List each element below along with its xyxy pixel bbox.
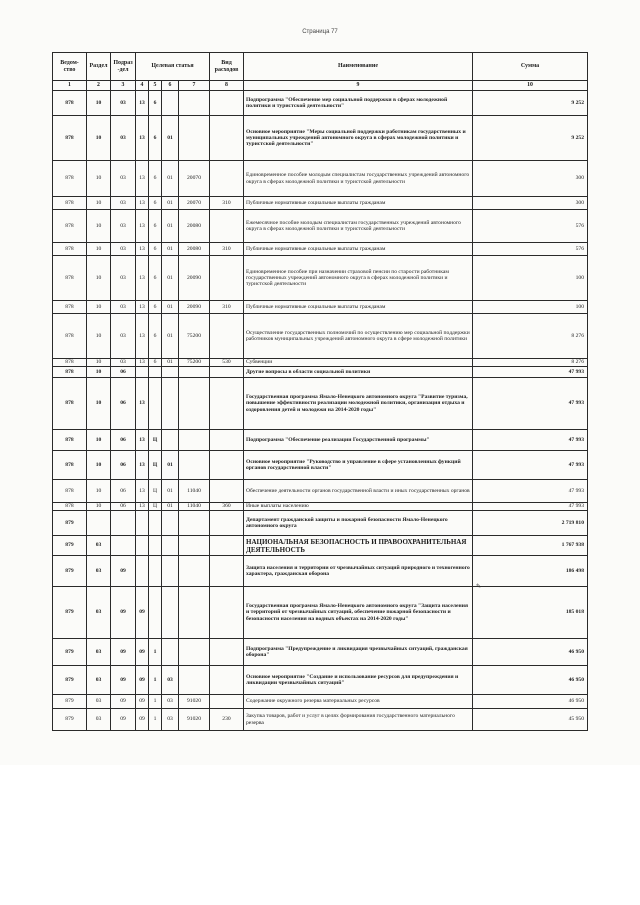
cell-podrazdel: 09 bbox=[111, 695, 136, 709]
cell-cs-event bbox=[162, 556, 179, 587]
cell-naimenovanie: Департамент гражданской защиты и пожарной безопасности Ямало-Ненецкого автономного округа bbox=[244, 511, 473, 536]
cell-naimenovanie: Единовременное пособие молодым специалистам государственных учреждений автономного округа в сферах молодежной политики и туристской деятельности bbox=[244, 161, 473, 197]
cell-cs-direction: 11040 bbox=[179, 503, 210, 511]
cell-razdel: 03 bbox=[87, 709, 111, 731]
cell-cs-direction: 91020 bbox=[179, 709, 210, 731]
cell-vid-rashodov: 310 bbox=[210, 243, 244, 256]
cell-summa: 46 950 bbox=[473, 639, 588, 666]
cell-podrazdel: 06 bbox=[111, 430, 136, 451]
cell-summa: 47 993 bbox=[473, 480, 588, 503]
header-summa: Сумма bbox=[473, 53, 588, 81]
cell-cs-program: 13 bbox=[136, 197, 149, 210]
cell-summa: 47 993 bbox=[473, 367, 588, 378]
cell-cs-event bbox=[162, 639, 179, 666]
cell-vedomstvo: 878 bbox=[53, 256, 87, 301]
cell-podrazdel: 03 bbox=[111, 116, 136, 161]
table-row bbox=[53, 666, 588, 695]
cell-cs-direction bbox=[179, 451, 210, 480]
cell-cs-program: 13 bbox=[136, 210, 149, 243]
table-row bbox=[53, 511, 588, 536]
cell-cs-event: 01 bbox=[162, 256, 179, 301]
cell-summa: 100 bbox=[473, 301, 588, 314]
cell-cs-subprogram: 1 bbox=[149, 695, 162, 709]
cell-naimenovanie: Подпрограмма "Предупреждение и ликвидация чрезвычайных ситуаций, гражданская оборона" bbox=[244, 639, 473, 666]
cell-cs-program: 09 bbox=[136, 695, 149, 709]
table-row bbox=[53, 301, 588, 314]
cell-podrazdel: 09 bbox=[111, 709, 136, 731]
cell-naimenovanie: Основное мероприятие "Руководство и управление в сфере установленных функций органов государственной власти" bbox=[244, 451, 473, 480]
header-naimenovanie: Наименование bbox=[244, 53, 473, 81]
header-vid-rashodov: Вид расходов bbox=[210, 53, 244, 81]
cell-summa: 46 950 bbox=[473, 695, 588, 709]
cell-podrazdel: 09 bbox=[111, 556, 136, 587]
cell-vid-rashodov bbox=[210, 210, 244, 243]
table-row bbox=[53, 480, 588, 503]
cell-cs-event: 03 bbox=[162, 709, 179, 731]
cell-razdel: 10 bbox=[87, 116, 111, 161]
cell-vedomstvo: 878 bbox=[53, 314, 87, 359]
cell-razdel: 10 bbox=[87, 197, 111, 210]
cell-cs-event bbox=[162, 91, 179, 116]
cell-cs-program: 13 bbox=[136, 480, 149, 503]
cell-vedomstvo: 878 bbox=[53, 378, 87, 430]
cell-naimenovanie: Иные выплаты населению bbox=[244, 503, 473, 511]
cell-vid-rashodov bbox=[210, 116, 244, 161]
cell-cs-program: 13 bbox=[136, 116, 149, 161]
cell-vedomstvo: 879 bbox=[53, 639, 87, 666]
cell-vedomstvo: 879 bbox=[53, 556, 87, 587]
cell-summa: 576 bbox=[473, 210, 588, 243]
cell-cs-event bbox=[162, 367, 179, 378]
cell-cs-program: 09 bbox=[136, 709, 149, 731]
cell-naimenovanie: Публичные нормативные социальные выплаты гражданам bbox=[244, 197, 473, 210]
cell-naimenovanie: Осуществление государственных полномочий по осуществлению мер социальной поддержки работников муниципальных учреждений автономного округа в сфере молодежной политики bbox=[244, 314, 473, 359]
col-number: 1 bbox=[53, 81, 87, 91]
cell-cs-subprogram: 6 bbox=[149, 314, 162, 359]
cell-podrazdel bbox=[111, 536, 136, 556]
cell-summa: 46 950 bbox=[473, 666, 588, 695]
cell-summa: 576 bbox=[473, 243, 588, 256]
cell-summa: 45 950 bbox=[473, 709, 588, 731]
cell-cs-direction bbox=[179, 116, 210, 161]
cell-podrazdel: 03 bbox=[111, 197, 136, 210]
cell-vid-rashodov bbox=[210, 367, 244, 378]
cell-cs-event: 01 bbox=[162, 301, 179, 314]
scan-mark: ✎ bbox=[476, 584, 482, 590]
cell-cs-direction: 20080 bbox=[179, 243, 210, 256]
cell-summa: 300 bbox=[473, 161, 588, 197]
cell-cs-program: 09 bbox=[136, 639, 149, 666]
cell-podrazdel bbox=[111, 511, 136, 536]
cell-podrazdel: 06 bbox=[111, 451, 136, 480]
cell-naimenovanie: Государственная программа Ямало-Ненецкого автономного округа "Развитие туризма, повышение эффективности реализации молодежной политики, организация отдыха и оздоровления детей и молодежи на 2014-2020 годы" bbox=[244, 378, 473, 430]
cell-podrazdel: 03 bbox=[111, 256, 136, 301]
table-row bbox=[53, 197, 588, 210]
cell-cs-subprogram: 1 bbox=[149, 709, 162, 731]
cell-razdel: 10 bbox=[87, 378, 111, 430]
cell-cs-subprogram bbox=[149, 587, 162, 639]
cell-summa: 9 252 bbox=[473, 91, 588, 116]
cell-vid-rashodov bbox=[210, 314, 244, 359]
cell-cs-program: 09 bbox=[136, 666, 149, 695]
cell-summa: 8 276 bbox=[473, 359, 588, 367]
cell-vedomstvo: 878 bbox=[53, 430, 87, 451]
cell-podrazdel: 09 bbox=[111, 666, 136, 695]
cell-naimenovanie: Защита населения и территории от чрезвычайных ситуаций природного и техногенного характера, гражданская оборона bbox=[244, 556, 473, 587]
cell-vid-rashodov bbox=[210, 536, 244, 556]
cell-podrazdel: 06 bbox=[111, 378, 136, 430]
cell-cs-direction: 20070 bbox=[179, 161, 210, 197]
cell-cs-direction bbox=[179, 639, 210, 666]
cell-cs-event: 01 bbox=[162, 116, 179, 161]
cell-razdel: 03 bbox=[87, 536, 111, 556]
cell-cs-event bbox=[162, 378, 179, 430]
cell-cs-subprogram: 6 bbox=[149, 256, 162, 301]
table-row bbox=[53, 243, 588, 256]
cell-cs-subprogram: 6 bbox=[149, 116, 162, 161]
cell-razdel: 10 bbox=[87, 451, 111, 480]
cell-vid-rashodov: 310 bbox=[210, 301, 244, 314]
cell-razdel: 03 bbox=[87, 587, 111, 639]
cell-cs-event: 01 bbox=[162, 480, 179, 503]
cell-summa: 9 252 bbox=[473, 116, 588, 161]
cell-naimenovanie: Подпрограмма "Обеспечение мер социальной поддержки в сферах молодежной политики и туристской деятельности" bbox=[244, 91, 473, 116]
cell-vid-rashodov bbox=[210, 666, 244, 695]
cell-naimenovanie: Единовременное пособие при назначении страховой пенсии по старости работникам государственных учреждений автономного округа в сферах молодежной политики и туристской деятельности bbox=[244, 256, 473, 301]
cell-razdel: 03 bbox=[87, 639, 111, 666]
cell-razdel: 10 bbox=[87, 430, 111, 451]
cell-cs-direction bbox=[179, 430, 210, 451]
cell-vedomstvo: 878 bbox=[53, 91, 87, 116]
cell-cs-direction bbox=[179, 511, 210, 536]
cell-razdel: 03 bbox=[87, 695, 111, 709]
table-row bbox=[53, 367, 588, 378]
cell-vid-rashodov bbox=[210, 480, 244, 503]
col-number: 5 bbox=[149, 81, 162, 91]
cell-vedomstvo: 878 bbox=[53, 301, 87, 314]
cell-cs-event: 03 bbox=[162, 695, 179, 709]
cell-cs-event: 01 bbox=[162, 197, 179, 210]
cell-vedomstvo: 879 bbox=[53, 536, 87, 556]
header-razdel: Раздел bbox=[87, 53, 111, 81]
cell-vid-rashodov bbox=[210, 451, 244, 480]
cell-podrazdel: 03 bbox=[111, 161, 136, 197]
cell-vid-rashodov: 230 bbox=[210, 709, 244, 731]
cell-vid-rashodov bbox=[210, 378, 244, 430]
cell-vedomstvo: 878 bbox=[53, 503, 87, 511]
cell-cs-subprogram: 6 bbox=[149, 197, 162, 210]
cell-cs-program: 13 bbox=[136, 91, 149, 116]
cell-vid-rashodov: 530 bbox=[210, 359, 244, 367]
table-row bbox=[53, 359, 588, 367]
table-row bbox=[53, 378, 588, 430]
cell-cs-event: 03 bbox=[162, 666, 179, 695]
cell-vid-rashodov bbox=[210, 556, 244, 587]
header-vedomstvo: Ведом-ство bbox=[53, 53, 87, 81]
cell-vid-rashodov bbox=[210, 161, 244, 197]
cell-cs-event: 01 bbox=[162, 161, 179, 197]
table-row bbox=[53, 536, 588, 556]
col-number: 6 bbox=[162, 81, 179, 91]
cell-cs-event: 01 bbox=[162, 503, 179, 511]
cell-summa: 8 276 bbox=[473, 314, 588, 359]
cell-cs-program: 13 bbox=[136, 161, 149, 197]
table-row bbox=[53, 210, 588, 243]
cell-naimenovanie: Ежемесячное пособие молодым специалистам государственных учреждений автономного округа в сферах молодежной политики и туристской деятельности bbox=[244, 210, 473, 243]
cell-cs-subprogram: 6 bbox=[149, 210, 162, 243]
cell-cs-direction bbox=[179, 536, 210, 556]
cell-cs-subprogram: Ц bbox=[149, 451, 162, 480]
col-number: 2 bbox=[87, 81, 111, 91]
cell-cs-event bbox=[162, 511, 179, 536]
cell-naimenovanie: Основное мероприятие "Меры социальной поддержки работникам государственных и муниципальных учреждений автономного округа в сферах молодежной политики и туристской деятельности" bbox=[244, 116, 473, 161]
cell-cs-program bbox=[136, 536, 149, 556]
cell-cs-direction: 75200 bbox=[179, 359, 210, 367]
table-row bbox=[53, 503, 588, 511]
cell-naimenovanie: Подпрограмма "Обеспечение реализации Государственной программы" bbox=[244, 430, 473, 451]
cell-vid-rashodov bbox=[210, 91, 244, 116]
cell-cs-subprogram bbox=[149, 378, 162, 430]
cell-cs-event: 01 bbox=[162, 243, 179, 256]
cell-cs-event: 01 bbox=[162, 210, 179, 243]
cell-vid-rashodov bbox=[210, 695, 244, 709]
cell-cs-program bbox=[136, 511, 149, 536]
cell-podrazdel: 06 bbox=[111, 503, 136, 511]
cell-cs-program bbox=[136, 367, 149, 378]
cell-naimenovanie: Обеспечение деятельности органов государственной власти и иных государственных органов bbox=[244, 480, 473, 503]
cell-cs-direction bbox=[179, 587, 210, 639]
cell-cs-program: 13 bbox=[136, 430, 149, 451]
page-bottom-margin bbox=[0, 765, 640, 905]
cell-vedomstvo: 879 bbox=[53, 511, 87, 536]
col-number: 10 bbox=[473, 81, 588, 91]
cell-summa: 300 bbox=[473, 197, 588, 210]
cell-podrazdel: 06 bbox=[111, 367, 136, 378]
cell-cs-program: 09 bbox=[136, 587, 149, 639]
cell-podrazdel: 09 bbox=[111, 587, 136, 639]
header-row bbox=[53, 53, 588, 81]
cell-cs-direction: 91020 bbox=[179, 695, 210, 709]
cell-cs-program: 13 bbox=[136, 256, 149, 301]
cell-naimenovanie: НАЦИОНАЛЬНАЯ БЕЗОПАСНОСТЬ И ПРАВООХРАНИТЕЛЬНАЯ ДЕЯТЕЛЬНОСТЬ bbox=[244, 536, 473, 556]
cell-cs-subprogram bbox=[149, 511, 162, 536]
cell-cs-program: 13 bbox=[136, 359, 149, 367]
cell-podrazdel: 09 bbox=[111, 639, 136, 666]
cell-podrazdel: 03 bbox=[111, 314, 136, 359]
cell-vedomstvo: 879 bbox=[53, 666, 87, 695]
cell-cs-subprogram: Ц bbox=[149, 503, 162, 511]
cell-cs-event bbox=[162, 430, 179, 451]
table-row bbox=[53, 709, 588, 731]
cell-cs-subprogram bbox=[149, 536, 162, 556]
cell-cs-event: 01 bbox=[162, 314, 179, 359]
table-row bbox=[53, 639, 588, 666]
cell-cs-program: 13 bbox=[136, 503, 149, 511]
cell-cs-subprogram: 1 bbox=[149, 639, 162, 666]
header-podrazdel: Подраз-дел bbox=[111, 53, 136, 81]
cell-naimenovanie: Содержание окружного резерва материальных ресурсов bbox=[244, 695, 473, 709]
cell-cs-subprogram: 6 bbox=[149, 359, 162, 367]
cell-razdel: 10 bbox=[87, 367, 111, 378]
cell-razdel: 10 bbox=[87, 210, 111, 243]
cell-razdel: 10 bbox=[87, 503, 111, 511]
table-row bbox=[53, 161, 588, 197]
cell-summa: 186 498 bbox=[473, 556, 588, 587]
cell-cs-program: 13 bbox=[136, 451, 149, 480]
cell-vedomstvo: 878 bbox=[53, 359, 87, 367]
col-number: 7 bbox=[179, 81, 210, 91]
cell-podrazdel: 06 bbox=[111, 480, 136, 503]
cell-razdel: 03 bbox=[87, 556, 111, 587]
cell-vid-rashodov bbox=[210, 256, 244, 301]
cell-cs-subprogram: 6 bbox=[149, 161, 162, 197]
cell-razdel: 10 bbox=[87, 243, 111, 256]
cell-podrazdel: 03 bbox=[111, 301, 136, 314]
cell-podrazdel: 03 bbox=[111, 243, 136, 256]
table-row bbox=[53, 314, 588, 359]
table-body bbox=[53, 91, 588, 731]
cell-razdel: 10 bbox=[87, 314, 111, 359]
cell-cs-subprogram: Ц bbox=[149, 430, 162, 451]
cell-naimenovanie: Государственная программа Ямало-Ненецкого автономного округа "Защита населения и территорий от чрезвычайных ситуаций, обеспечение пожарной безопасности и безопасности населения на водных объектах на 2014-2020 годы" bbox=[244, 587, 473, 639]
cell-cs-program: 13 bbox=[136, 378, 149, 430]
cell-vedomstvo: 878 bbox=[53, 197, 87, 210]
cell-razdel: 10 bbox=[87, 91, 111, 116]
cell-cs-program: 13 bbox=[136, 243, 149, 256]
table-row bbox=[53, 695, 588, 709]
cell-vedomstvo: 879 bbox=[53, 695, 87, 709]
cell-naimenovanie: Публичные нормативные социальные выплаты гражданам bbox=[244, 301, 473, 314]
table-row bbox=[53, 256, 588, 301]
cell-vedomstvo: 878 bbox=[53, 243, 87, 256]
cell-summa: 2 719 810 bbox=[473, 511, 588, 536]
cell-cs-direction: 20080 bbox=[179, 210, 210, 243]
col-number: 3 bbox=[111, 81, 136, 91]
cell-vid-rashodov: 310 bbox=[210, 197, 244, 210]
cell-cs-subprogram: 1 bbox=[149, 666, 162, 695]
cell-summa: 1 767 938 bbox=[473, 536, 588, 556]
col-number: 4 bbox=[136, 81, 149, 91]
header-celevaya-statya: Целевая статья bbox=[136, 53, 210, 81]
cell-razdel: 10 bbox=[87, 480, 111, 503]
cell-cs-subprogram bbox=[149, 556, 162, 587]
table-row bbox=[53, 556, 588, 587]
column-number-row bbox=[53, 81, 588, 91]
cell-cs-direction: 75200 bbox=[179, 314, 210, 359]
col-number: 8 bbox=[210, 81, 244, 91]
cell-vedomstvo: 879 bbox=[53, 587, 87, 639]
cell-vedomstvo: 878 bbox=[53, 480, 87, 503]
cell-razdel bbox=[87, 511, 111, 536]
cell-vid-rashodov bbox=[210, 587, 244, 639]
cell-cs-event bbox=[162, 587, 179, 639]
cell-summa: 47 993 bbox=[473, 451, 588, 480]
table-row bbox=[53, 451, 588, 480]
cell-razdel: 10 bbox=[87, 161, 111, 197]
cell-cs-subprogram bbox=[149, 367, 162, 378]
cell-cs-direction: 20090 bbox=[179, 301, 210, 314]
cell-vedomstvo: 878 bbox=[53, 161, 87, 197]
cell-cs-subprogram: Ц bbox=[149, 480, 162, 503]
cell-summa: 100 bbox=[473, 256, 588, 301]
cell-summa: 47 993 bbox=[473, 378, 588, 430]
cell-naimenovanie: Закупка товаров, работ и услуг в целях формирования государственного материального резерва bbox=[244, 709, 473, 731]
cell-cs-program: 13 bbox=[136, 314, 149, 359]
cell-cs-direction bbox=[179, 556, 210, 587]
cell-vid-rashodov bbox=[210, 430, 244, 451]
cell-cs-direction bbox=[179, 367, 210, 378]
cell-vedomstvo: 878 bbox=[53, 451, 87, 480]
cell-naimenovanie: Основное мероприятие "Создание и использование ресурсов для предупреждения и ликвидации чрезвычайных ситуаций" bbox=[244, 666, 473, 695]
cell-cs-subprogram: 6 bbox=[149, 243, 162, 256]
cell-vid-rashodov bbox=[210, 639, 244, 666]
cell-cs-direction bbox=[179, 666, 210, 695]
cell-naimenovanie: Субвенции bbox=[244, 359, 473, 367]
cell-cs-subprogram: 6 bbox=[149, 301, 162, 314]
cell-podrazdel: 03 bbox=[111, 359, 136, 367]
cell-razdel: 10 bbox=[87, 256, 111, 301]
cell-cs-event: 01 bbox=[162, 451, 179, 480]
cell-vedomstvo: 878 bbox=[53, 116, 87, 161]
table-row bbox=[53, 587, 588, 639]
table-row bbox=[53, 91, 588, 116]
cell-cs-program bbox=[136, 556, 149, 587]
cell-cs-direction: 20090 bbox=[179, 256, 210, 301]
cell-vid-rashodov bbox=[210, 511, 244, 536]
table-row bbox=[53, 116, 588, 161]
table-row bbox=[53, 430, 588, 451]
cell-podrazdel: 03 bbox=[111, 210, 136, 243]
cell-cs-subprogram: 6 bbox=[149, 91, 162, 116]
cell-vedomstvo: 878 bbox=[53, 367, 87, 378]
cell-summa: 47 993 bbox=[473, 503, 588, 511]
cell-razdel: 10 bbox=[87, 359, 111, 367]
col-number: 9 bbox=[244, 81, 473, 91]
cell-naimenovanie: Публичные нормативные социальные выплаты гражданам bbox=[244, 243, 473, 256]
cell-razdel: 03 bbox=[87, 666, 111, 695]
cell-summa: 185 018 bbox=[473, 587, 588, 639]
cell-cs-direction: 11040 bbox=[179, 480, 210, 503]
cell-cs-event bbox=[162, 536, 179, 556]
cell-cs-direction bbox=[179, 378, 210, 430]
cell-cs-program: 13 bbox=[136, 301, 149, 314]
cell-razdel: 10 bbox=[87, 301, 111, 314]
cell-cs-direction: 20070 bbox=[179, 197, 210, 210]
cell-vedomstvo: 879 bbox=[53, 709, 87, 731]
cell-cs-event: 01 bbox=[162, 359, 179, 367]
cell-cs-direction bbox=[179, 91, 210, 116]
cell-vid-rashodov: 360 bbox=[210, 503, 244, 511]
cell-vedomstvo: 878 bbox=[53, 210, 87, 243]
page-label: Страница 77 bbox=[302, 29, 338, 35]
cell-podrazdel: 03 bbox=[111, 91, 136, 116]
cell-summa: 47 993 bbox=[473, 430, 588, 451]
budget-table bbox=[52, 52, 588, 731]
cell-naimenovanie: Другие вопросы в области социальной политики bbox=[244, 367, 473, 378]
